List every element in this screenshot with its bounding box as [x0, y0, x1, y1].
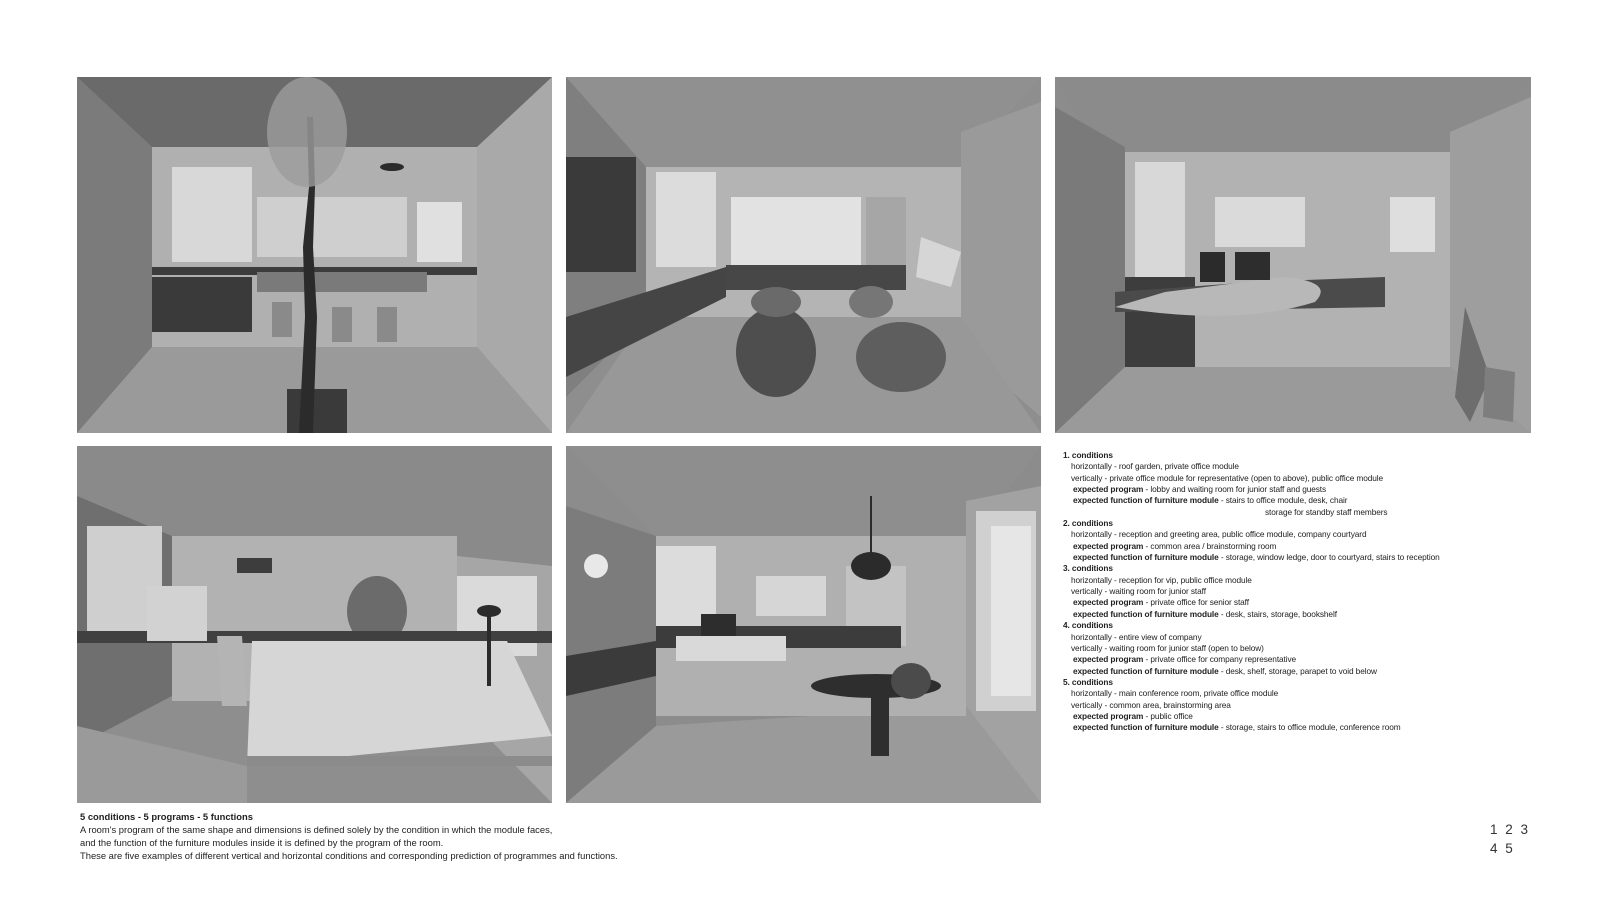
condition-line: horizontally - reception for vip, public office module — [1071, 574, 1252, 585]
grid-numbers — [1490, 820, 1540, 858]
condition-block-1 — [1063, 450, 1533, 518]
condition-line: vertically - private office module for representative (open to above), public office module — [1071, 472, 1384, 483]
render-5-public-office — [566, 446, 1041, 803]
conditions-text — [1063, 450, 1533, 734]
condition-expected-value: - desk, stairs, storage, bookshelf — [1218, 608, 1337, 619]
condition-line: vertically - waiting room for junior staff (open to below) — [1071, 642, 1264, 653]
condition-line: vertically - waiting room for junior staff — [1071, 586, 1206, 597]
condition-expected-line — [1063, 597, 1533, 608]
condition-expected-value: - storage, stairs to office module, conference room — [1218, 722, 1401, 733]
condition-expected-value: - common area / brainstorming room — [1143, 540, 1277, 551]
condition-expected-line — [1063, 609, 1533, 620]
render-3-private-office — [1055, 77, 1531, 433]
condition-expected-label: expected program — [1073, 540, 1144, 551]
condition-expected-value: - lobby and waiting room for junior staff and guests — [1143, 484, 1327, 495]
grid-numbers-row-1: 1 2 3 — [1490, 822, 1531, 837]
condition-expected-label: expected program — [1073, 654, 1144, 665]
condition-expected-value: - storage, window ledge, door to courtyard, stairs to reception — [1218, 552, 1440, 563]
condition-expected-label: expected function of furniture module — [1073, 552, 1219, 563]
caption-line-1: A room's program of the same shape and dimensions is defined solely by the condition in which the module faces, — [80, 824, 553, 835]
condition-block-3 — [1063, 563, 1533, 620]
condition-heading: 3. conditions — [1063, 563, 1113, 574]
condition-expected-label: expected function of furniture module — [1073, 722, 1219, 733]
condition-line-continued: storage for standby staff members — [1265, 506, 1388, 517]
condition-expected-value: - public office — [1143, 710, 1193, 721]
condition-expected-line — [1063, 484, 1533, 495]
condition-expected-line — [1063, 722, 1533, 733]
condition-expected-line — [1063, 495, 1533, 506]
condition-line: horizontally - reception and greeting area, public office module, company courtyard — [1071, 529, 1367, 540]
condition-expected-label: expected function of furniture module — [1073, 608, 1219, 619]
condition-expected-value: - desk, shelf, storage, parapet to void below — [1218, 665, 1377, 676]
condition-expected-value: - private office for company representative — [1143, 654, 1297, 665]
condition-expected-line — [1063, 541, 1533, 552]
condition-block-2 — [1063, 518, 1533, 563]
grid-numbers-row-2: 4 5 — [1490, 841, 1515, 856]
condition-expected-label: expected function of furniture module — [1073, 495, 1219, 506]
condition-heading: 5. conditions — [1063, 676, 1113, 687]
condition-expected-label: expected program — [1073, 597, 1144, 608]
caption-line-2: and the function of the furniture modules inside it is defined by the program of the room. — [80, 837, 444, 848]
render-4-conference-room — [77, 446, 552, 803]
condition-heading: 4. conditions — [1063, 620, 1113, 631]
condition-line: horizontally - roof garden, private office module — [1071, 461, 1239, 472]
caption-title: 5 conditions - 5 programs - 5 functions — [80, 811, 253, 822]
condition-heading: 1. conditions — [1063, 450, 1113, 460]
render-1-lobby-with-tree — [77, 77, 552, 433]
condition-heading: 2. conditions — [1063, 518, 1113, 529]
condition-expected-line — [1063, 654, 1533, 665]
caption — [80, 810, 780, 862]
condition-line: horizontally - entire view of company — [1071, 631, 1202, 642]
render-2-brainstorming-room — [566, 77, 1041, 433]
condition-line: vertically - common area, brainstorming area — [1071, 699, 1231, 710]
caption-line-3: These are five examples of different vertical and horizontal conditions and corresponding prediction of programmes and functions. — [80, 850, 618, 861]
condition-expected-label: expected program — [1073, 484, 1144, 495]
condition-expected-line — [1063, 552, 1533, 563]
condition-expected-value: - private office for senior staff — [1143, 597, 1249, 608]
condition-expected-line — [1063, 666, 1533, 677]
condition-expected-value: - stairs to office module, desk, chair — [1218, 495, 1348, 506]
condition-expected-label: expected function of furniture module — [1073, 665, 1219, 676]
condition-expected-line — [1063, 711, 1533, 722]
condition-expected-label: expected program — [1073, 710, 1144, 721]
condition-block-4 — [1063, 620, 1533, 677]
condition-line: horizontally - main conference room, private office module — [1071, 688, 1279, 699]
condition-block-5 — [1063, 677, 1533, 734]
